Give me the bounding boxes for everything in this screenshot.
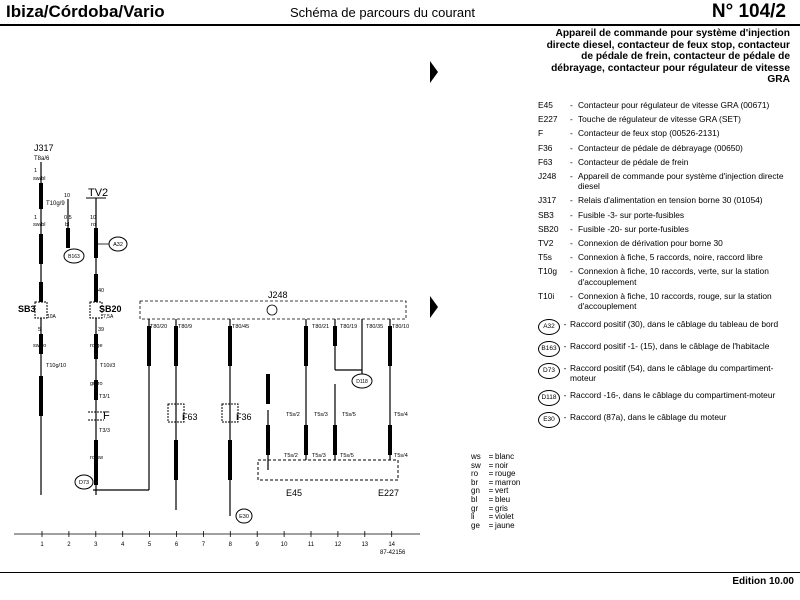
legend-code: F bbox=[538, 128, 544, 139]
t10g10-label: T10g/10 bbox=[46, 363, 67, 369]
t5s-label: T5s/3 bbox=[314, 412, 328, 418]
wire-color: ro/sw bbox=[90, 455, 104, 461]
reference-number: 87-42156 bbox=[380, 550, 406, 556]
j248-pin-label: T80/10 bbox=[392, 324, 410, 330]
connection-code: E30 bbox=[538, 412, 560, 428]
j248-pin-label: T80/9 bbox=[178, 324, 193, 330]
color-code: gr bbox=[471, 503, 479, 513]
header-number: N° 104/2 bbox=[711, 1, 786, 22]
j248-pin-label: T80/45 bbox=[232, 324, 250, 330]
connection-code: A32 bbox=[538, 319, 560, 335]
j248-box bbox=[140, 301, 406, 319]
t5s-bottom-label: T5s/3 bbox=[312, 453, 326, 459]
j317-label: J317 bbox=[34, 143, 54, 153]
wire-value: 10 bbox=[64, 193, 71, 199]
t5s-bottom-label: T5s/4 bbox=[394, 453, 408, 459]
legend-text: Contacteur de pédale de frein bbox=[578, 156, 689, 167]
color-code: ws bbox=[471, 452, 481, 461]
ground-number: 3 bbox=[94, 542, 98, 548]
ground-number: 14 bbox=[388, 542, 396, 548]
j248-pin-label: T80/19 bbox=[340, 324, 358, 330]
legend-dash: - bbox=[570, 156, 573, 167]
legend-text: Connexion à fiche, 10 raccords, rouge, sur la station d'accouplement bbox=[578, 290, 772, 312]
legend-dash: - bbox=[570, 128, 573, 139]
ground-number: 1 bbox=[40, 542, 44, 548]
ground-number: 6 bbox=[174, 542, 179, 548]
legend-text: Fusible -3- sur porte-fusibles bbox=[578, 209, 685, 220]
wire-value: 0.5 bbox=[64, 215, 72, 221]
color-name: noir bbox=[495, 460, 509, 470]
connector-d73-label: D73 bbox=[78, 480, 90, 486]
legend-dash: - bbox=[570, 252, 573, 263]
ground-number: 8 bbox=[228, 542, 232, 548]
ground-number: 2 bbox=[67, 542, 71, 548]
legend-code: SB3 bbox=[538, 209, 554, 220]
ground-number: 5 bbox=[147, 542, 152, 548]
color-code: li bbox=[471, 512, 475, 522]
ground-number: 12 bbox=[334, 542, 342, 548]
color-name: vert bbox=[495, 486, 509, 496]
connection-dash: - bbox=[563, 341, 567, 352]
legend-text: Contacteur pour régulateur de vitesse GRA (00671) bbox=[578, 100, 770, 110]
t5s-bottom-label: T5s/5 bbox=[340, 453, 354, 459]
header-model: Ibiza/Córdoba/Vario bbox=[6, 2, 165, 21]
wire-value: 1 bbox=[34, 215, 38, 221]
connector-e30-label: E30 bbox=[239, 514, 249, 520]
sb3-label: SB3 bbox=[18, 304, 36, 314]
ground-number: 7 bbox=[201, 542, 206, 548]
legend-text: Relais d'alimentation en tension borne 30 (01054) bbox=[578, 195, 763, 206]
t10g9-label: T10g/9 bbox=[46, 201, 65, 207]
color-name: gris bbox=[495, 503, 508, 513]
edition-label: Edition 10.00 bbox=[732, 576, 794, 587]
legend-dash: - bbox=[570, 238, 573, 249]
t5s-bottom-label: T5s/2 bbox=[284, 453, 298, 459]
connection-text: Raccord positif (54), dans le câblage du compartiment-moteur bbox=[570, 363, 774, 384]
legend-text: Connexion de dérivation pour borne 30 bbox=[578, 238, 723, 249]
legend-code: E227 bbox=[538, 114, 558, 125]
wire-value: 5 bbox=[38, 327, 42, 333]
color-eq: = bbox=[488, 503, 494, 513]
legend-code: T5s bbox=[538, 252, 552, 263]
legend-text: Contacteur de feux stop (00526-2131) bbox=[578, 128, 720, 139]
connector-b163-label: B163 bbox=[68, 254, 80, 260]
wire-color: sw/bl bbox=[33, 222, 46, 228]
legend-code: T10i bbox=[538, 290, 555, 301]
j248-label: J248 bbox=[268, 290, 288, 300]
switch-f36-label: F36 bbox=[236, 412, 252, 422]
connection-dash: - bbox=[563, 389, 567, 400]
legend-code: T10g bbox=[538, 266, 558, 277]
legend-dash: - bbox=[570, 171, 573, 182]
connection-text: Raccord positif -1- (15), dans le câblage de l'habitacle bbox=[570, 341, 770, 352]
t10i3-label: T10i/3 bbox=[100, 363, 116, 369]
connection-text: Raccord -16-, dans le câblage du compartiment-moteur bbox=[570, 389, 776, 400]
legend-code: SB20 bbox=[538, 223, 559, 234]
wire-color: ro/ge bbox=[90, 343, 103, 349]
color-eq: = bbox=[488, 494, 494, 504]
connection-code: D118 bbox=[538, 390, 560, 406]
e227-label: E227 bbox=[378, 488, 400, 498]
t5s-label: T5s/5 bbox=[342, 412, 356, 418]
sb20-label: SB20 bbox=[99, 304, 122, 314]
ground-number: 11 bbox=[307, 542, 315, 548]
legend-dash: - bbox=[570, 266, 573, 277]
wire-value: 10 bbox=[90, 215, 97, 221]
j317-pin-label: T8a/6 bbox=[34, 156, 50, 162]
t3-3-label: T3/3 bbox=[99, 428, 111, 434]
legend-code: E45 bbox=[538, 100, 553, 110]
color-name: blanc bbox=[495, 452, 515, 461]
color-name: rouge bbox=[495, 469, 516, 479]
e45-label: E45 bbox=[286, 488, 303, 498]
connection-code: B163 bbox=[538, 341, 560, 357]
color-eq: = bbox=[488, 477, 494, 487]
color-code: gn bbox=[471, 486, 480, 496]
switch-f63-label: F63 bbox=[182, 412, 198, 422]
legend-text: Connexion à fiche, 5 raccords, noire, raccord libre bbox=[578, 252, 763, 263]
sb20-amp: 7,5A bbox=[103, 314, 114, 320]
color-eq: = bbox=[488, 460, 494, 470]
legend-code: J317 bbox=[538, 195, 557, 206]
connection-text: Raccord (87a), dans le câblage du moteur bbox=[570, 411, 727, 422]
color-code: bl bbox=[471, 494, 478, 504]
connection-dash: - bbox=[563, 363, 567, 374]
color-eq: = bbox=[488, 486, 494, 496]
switch-f-label: F bbox=[103, 410, 110, 422]
legend-text: Contacteur de pédale de débrayage (00650) bbox=[578, 142, 743, 153]
legend-code: J248 bbox=[538, 171, 557, 182]
sb3-fuse bbox=[35, 302, 47, 318]
t5s-label: T5s/4 bbox=[394, 412, 408, 418]
legend-text: Touche de régulateur de vitesse GRA (SET) bbox=[578, 114, 741, 125]
sb3-amp: 10A bbox=[47, 314, 56, 320]
ground-number: 9 bbox=[255, 542, 259, 548]
color-name: jaune bbox=[495, 520, 515, 530]
wire-value: 1 bbox=[34, 168, 38, 174]
wire-value: 40 bbox=[98, 288, 105, 294]
ground-number: 13 bbox=[361, 542, 369, 548]
diagram-description: Appareil de commande pour système d'injection directe diesel, contacteur de feux stop, contacteur de pédale de frein, contacteur de pédale de débrayage, contacteur pour régulateur de vitesse GRA bbox=[546, 28, 790, 86]
legend-dash: - bbox=[570, 195, 573, 206]
legend-dash: - bbox=[570, 290, 573, 301]
color-code: sw bbox=[471, 460, 481, 470]
color-eq: = bbox=[488, 512, 494, 522]
ground-number: 10 bbox=[280, 542, 288, 548]
legend-dash: - bbox=[570, 142, 573, 153]
legend-code: F36 bbox=[538, 142, 553, 153]
tv2-label: TV2 bbox=[88, 187, 109, 199]
legend-text: Fusible -20- sur porte-fusibles bbox=[578, 223, 689, 234]
header-title: Schéma de parcours du courant bbox=[290, 5, 475, 20]
connection-code: D73 bbox=[538, 363, 560, 379]
legend-dash: - bbox=[570, 209, 573, 220]
connector-d118-label: D118 bbox=[356, 379, 368, 385]
wire-color: sw/ro bbox=[33, 343, 47, 349]
color-code: ge bbox=[471, 520, 480, 530]
t5s-label: T5s/2 bbox=[286, 412, 300, 418]
color-name: violet bbox=[495, 512, 514, 522]
wire-color: bl bbox=[65, 222, 70, 228]
color-name: bleu bbox=[495, 494, 511, 504]
connector-a32-label: A32 bbox=[113, 242, 123, 248]
wire-value: 39 bbox=[98, 327, 105, 333]
legend-text: Connexion à fiche, 10 raccords, verte, sur la station d'accouplement bbox=[578, 266, 769, 287]
legend-dash: - bbox=[570, 100, 573, 110]
connection-dash: - bbox=[563, 319, 567, 330]
color-eq: = bbox=[488, 469, 494, 479]
legend-code: F63 bbox=[538, 156, 553, 167]
connection-text: Raccord positif (30), dans le câblage du tableau de bord bbox=[570, 319, 779, 330]
wire-color: ro bbox=[91, 222, 96, 228]
wire-color: gn/ro bbox=[90, 381, 103, 387]
j248-pin-label: T80/21 bbox=[312, 324, 330, 330]
color-eq: = bbox=[488, 452, 494, 461]
color-eq: = bbox=[488, 520, 494, 530]
wire-color: sw/bl bbox=[33, 176, 46, 182]
legend-dash: - bbox=[570, 223, 573, 234]
j248-pin-label: T80/35 bbox=[366, 324, 384, 330]
legend-text: Appareil de commande pour système d'injection directe diesel bbox=[578, 171, 784, 192]
footer-rule bbox=[0, 572, 800, 573]
color-code: ro bbox=[471, 469, 479, 479]
ground-number: 4 bbox=[121, 542, 125, 548]
legend-dash: - bbox=[570, 114, 573, 125]
color-name: marron bbox=[495, 477, 521, 487]
connection-dash: - bbox=[563, 411, 567, 422]
color-code: br bbox=[471, 477, 479, 487]
legend-code: TV2 bbox=[538, 238, 554, 249]
t3-1-label: T3/1 bbox=[99, 394, 111, 400]
j248-pin-label: T80/20 bbox=[150, 324, 168, 330]
